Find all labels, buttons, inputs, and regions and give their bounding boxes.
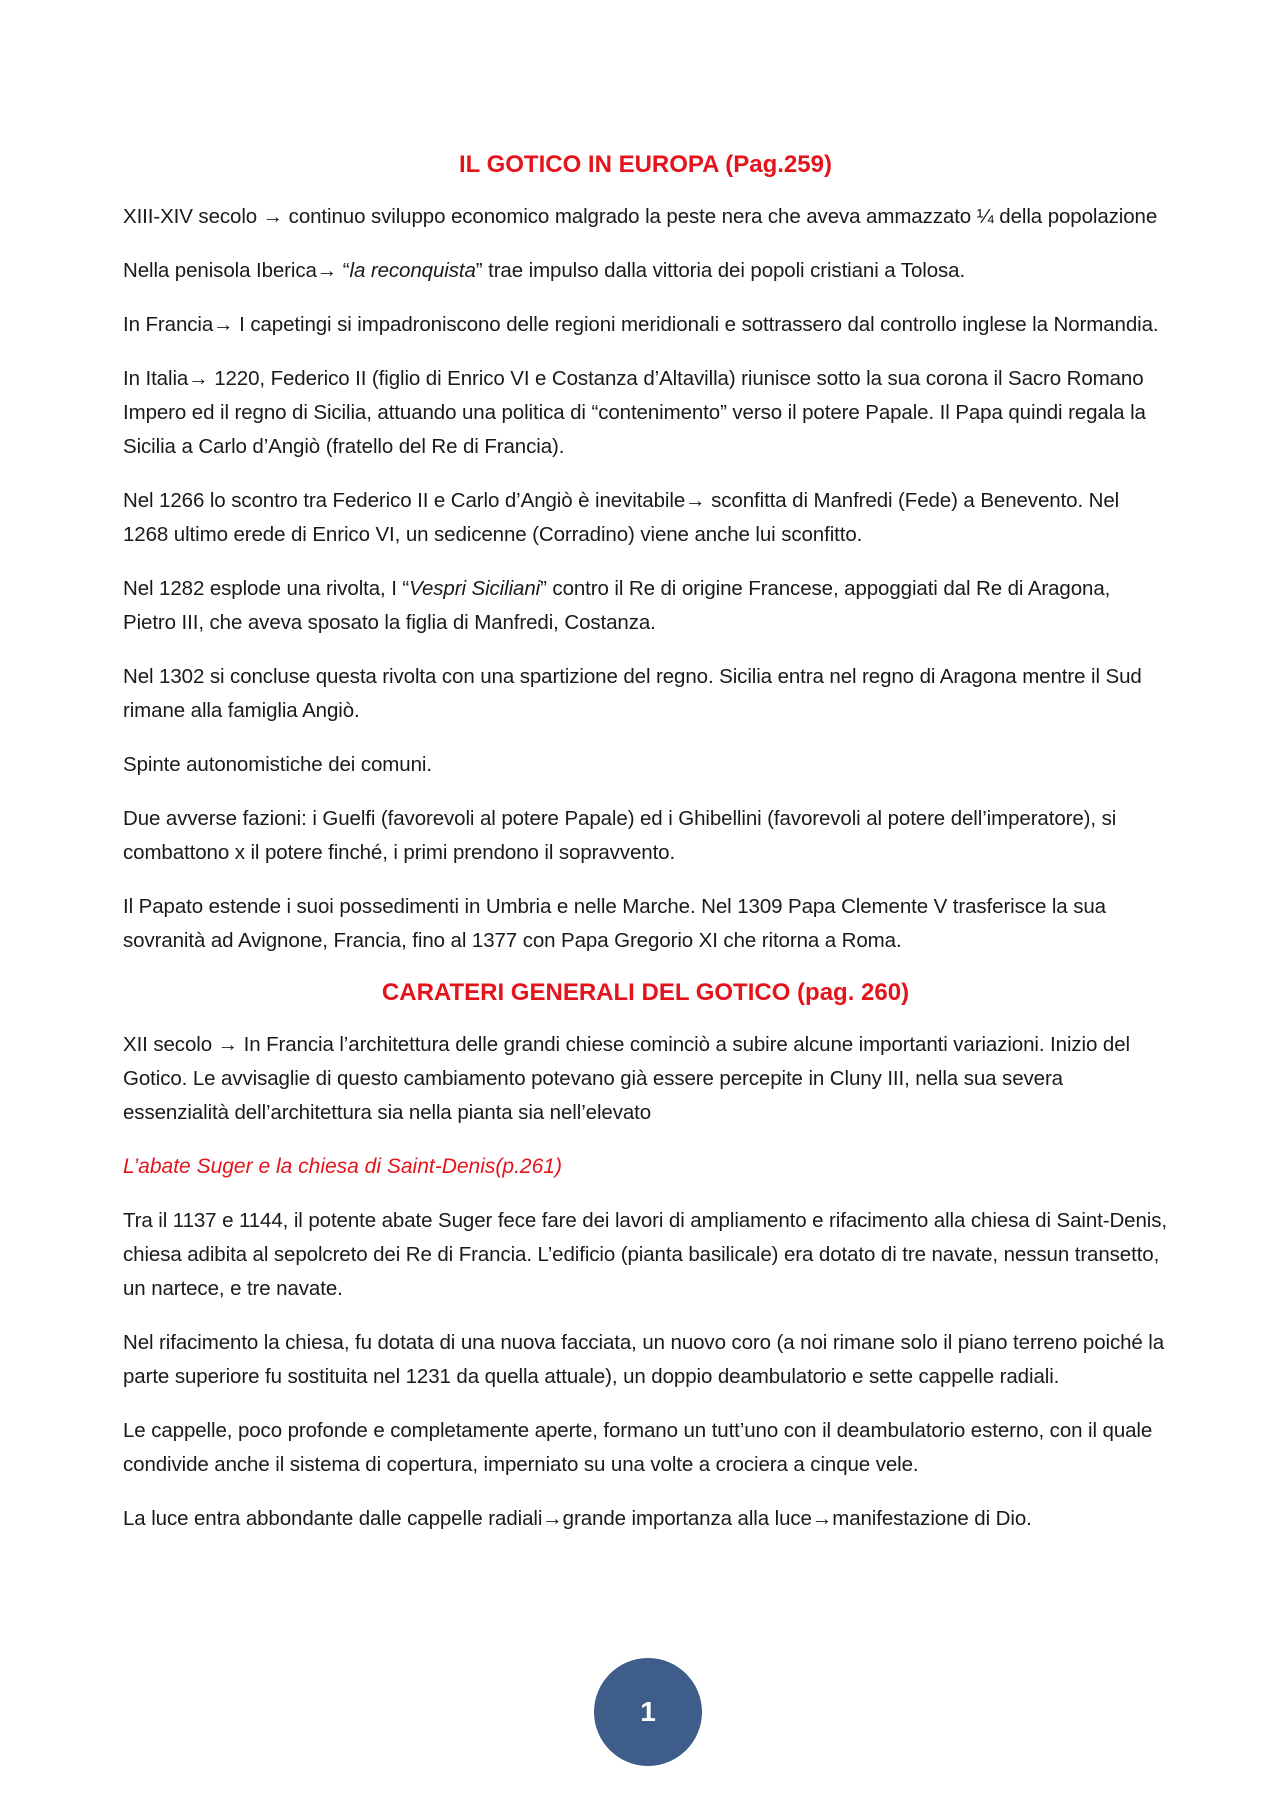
paragraph: Tra il 1137 e 1144, il potente abate Suger fece fare dei lavori di ampliamento e rifacimento alla chiesa di Saint-Denis, chiesa adibita al sepolcreto dei Re di Francia. L’edificio (pianta basilicale) era dotato di tre navate, nessun transetto, un nartece, e tre navate. xyxy=(123,1209,1167,1300)
paragraph: Nel 1302 si concluse questa rivolta con una spartizione del regno. Sicilia entra nel regno di Aragona mentre il Sud rimane alla famiglia Angiò. xyxy=(123,665,1142,722)
paragraph: Nel 1282 esplode una rivolta, I “Vespri Siciliani” contro il Re di origine Francese, appoggiati dal Re di Aragona, Pietro III, che aveva sposato la figlia di Manfredi, Costanza. xyxy=(123,577,1111,634)
paragraph: Nel rifacimento la chiesa, fu dotata di una nuova facciata, un nuovo coro (a noi rimane solo il piano terreno poiché la parte superiore fu sostituita nel 1231 da quella attuale), un doppio deambulatorio e sette cappelle radiali. xyxy=(123,1331,1165,1388)
page-number-badge: 1 xyxy=(594,1658,702,1766)
section-title-caratteri-generali: CARATERI GENERALI DEL GOTICO (pag. 260) xyxy=(381,979,910,1006)
paragraph: Le cappelle, poco profonde e completamente aperte, formano un tutt’uno con il deambulatorio esterno, con il quale condivide anche il sistema di copertura, imperniato su una volte a crociera a cinque vele. xyxy=(123,1419,1153,1476)
subsection-title-saint-denis: L’abate Suger e la chiesa di Saint-Denis(p.261) xyxy=(123,1155,562,1178)
paragraph: La luce entra abbondante dalle cappelle radiali→grande importanza alla luce→manifestazione di Dio. xyxy=(123,1507,1032,1530)
section-title-gotico-europa: IL GOTICO IN EUROPA (Pag.259) xyxy=(459,151,832,178)
paragraph: XII secolo → In Francia l’architettura delle grandi chiese cominciò a subire alcune importanti variazioni. Inizio del Gotico. Le avvisaglie di questo cambiamento potevano già essere percepite in Cluny III, nella sua severa essenzialità dell’architettura sia nella pianta sia nell’elevato xyxy=(123,1033,1130,1124)
paragraph: XIII-XIV secolo → continuo sviluppo economico malgrado la peste nera che aveva ammazzato ¼ della popolazione xyxy=(123,205,1158,228)
paragraph: Due avverse fazioni: i Guelfi (favorevoli al potere Papale) ed i Ghibellini (favorevoli al potere dell’imperatore), si combattono x il potere finché, i primi prendono il sopravvento. xyxy=(123,807,1117,864)
paragraph: In Italia→ 1220, Federico II (figlio di Enrico VI e Costanza d’Altavilla) riunisce sotto la sua corona il Sacro Romano Impero ed il regno di Sicilia, attuando una politica di “contenimento” verso il potere Papale. Il Papa quindi regala la Sicilia a Carlo d’Angiò (fratello del Re di Francia). xyxy=(123,367,1146,458)
paragraph: Il Papato estende i suoi possedimenti in Umbria e nelle Marche. Nel 1309 Papa Clemente V trasferisce la sua sovranità ad Avignone, Francia, fino al 1377 con Papa Gregorio XI che ritorna a Roma. xyxy=(123,895,1106,952)
paragraph: Nel 1266 lo scontro tra Federico II e Carlo d’Angiò è inevitabile→ sconfitta di Manfredi (Fede) a Benevento. Nel 1268 ultimo erede di Enrico VI, un sedicenne (Corradino) viene anche lui sconfitto. xyxy=(123,489,1120,546)
paragraph: In Francia→ I capetingi si impadroniscono delle regioni meridionali e sottrassero dal controllo inglese la Normandia. xyxy=(123,313,1159,336)
paragraph: Nella penisola Iberica→ “la reconquista” trae impulso dalla vittoria dei popoli cristiani a Tolosa. xyxy=(123,259,966,282)
document-page xyxy=(123,150,1168,1556)
paragraph: Spinte autonomistiche dei comuni. xyxy=(123,753,432,776)
